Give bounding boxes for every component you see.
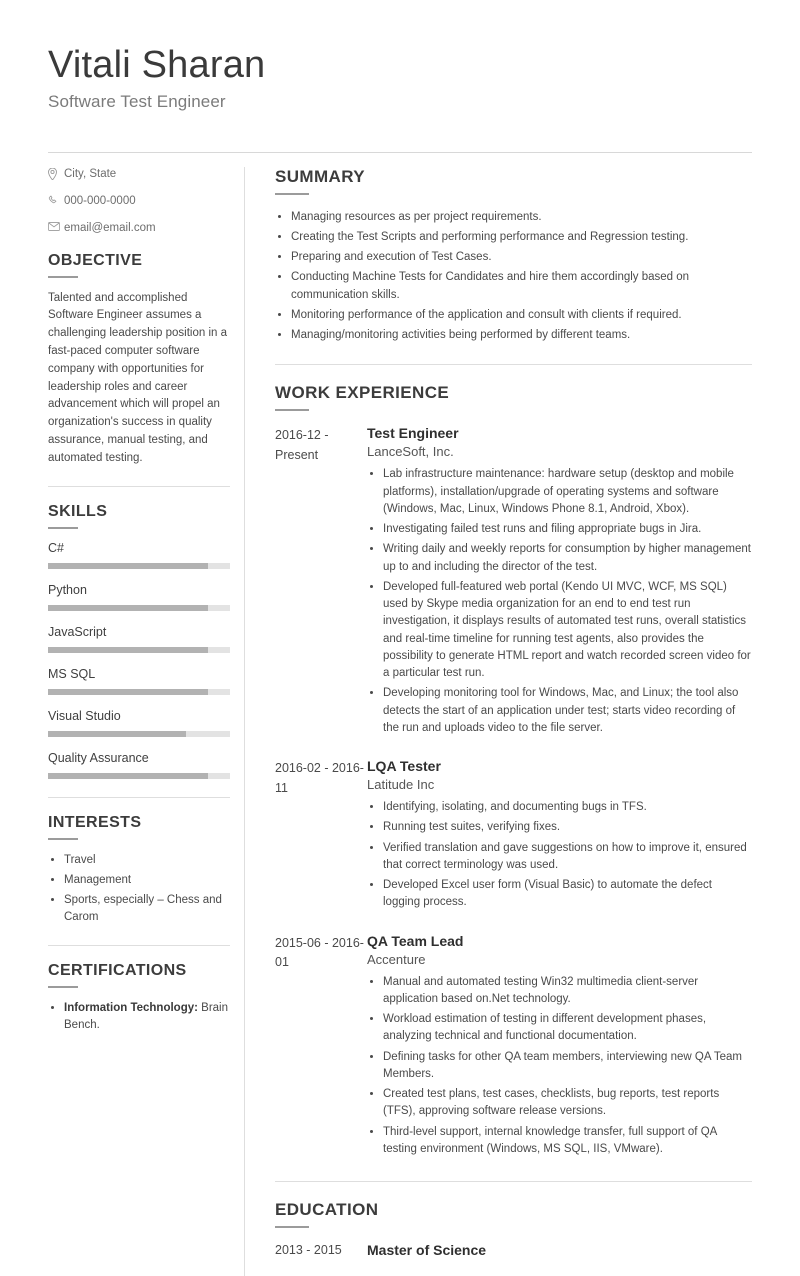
- skill-level-bar: [48, 689, 230, 695]
- work-experience-bullet: • Identifying, isolating, and documenting bugs in TFS.: [383, 799, 752, 816]
- interests-heading: INTERESTS: [48, 813, 142, 831]
- work-experience-bullet: • Developed full-featured web portal (Kendo UI MVC, WCF, MS SQL) used by Skype media organization for an end to end test run investigation, it displays results of automated test runs, overall statistics and real-time timeline for running test agents, also provides the possibility to generate HTML report and watch recorded screen video for a particular test run.: [383, 579, 752, 683]
- work-experience-body: [367, 758, 752, 915]
- resume-header: [48, 44, 752, 130]
- skills-heading-underline: [48, 527, 78, 529]
- skills-heading: SKILLS: [48, 502, 108, 520]
- skill-level-fill: [48, 731, 186, 737]
- interest-item: • Management: [64, 872, 230, 889]
- section-education: [275, 1200, 752, 1258]
- contact-location-text: City, State: [64, 167, 117, 180]
- left-divider-3: [48, 945, 230, 946]
- section-skills: [48, 503, 230, 779]
- work-experience-role: LQA Tester: [367, 758, 441, 775]
- section-certifications: [48, 962, 230, 1035]
- work-experience-bullet: • Developing monitoring tool for Windows, Mac, and Linux; the tool also detects the start of an application under test; starts video recording of the run and uploads video to the file server.: [383, 685, 752, 737]
- interests-heading-underline: [48, 838, 78, 840]
- skill-level-bar: [48, 563, 230, 569]
- skill-name: Visual Studio: [48, 708, 121, 723]
- work-experience-bullet: • Third-level support, internal knowledge transfer, full support of QA testing environment (Windows, MS SQL, IIS, VMware).: [383, 1124, 752, 1159]
- work-experience-role: Test Engineer: [367, 425, 459, 442]
- section-objective: [48, 252, 230, 468]
- contact-list: [48, 167, 230, 236]
- skill-level-bar: [48, 605, 230, 611]
- education-entry: [275, 1242, 752, 1258]
- work-experience-bullet: • Developed Excel user form (Visual Basic) to automate the defect logging process.: [383, 877, 752, 912]
- resume-columns: [48, 153, 752, 1276]
- skill-level-fill: [48, 647, 208, 653]
- skill-level-fill: [48, 689, 208, 695]
- work-experience-bullets: [367, 799, 752, 912]
- work-experience-date: 2015-06 - 2016-01: [275, 935, 364, 970]
- section-interests: [48, 814, 230, 927]
- work-experience-bullets: [367, 974, 752, 1159]
- right-divider-2: [275, 1181, 752, 1182]
- work-experience-bullet: • Workload estimation of testing in different development phases, analyzing technical and functional documentation.: [383, 1011, 752, 1046]
- skill-item: [48, 709, 230, 737]
- certifications-heading: CERTIFICATIONS: [48, 961, 187, 979]
- summary-list: [275, 209, 752, 345]
- work-experience-bullet: • Investigating failed test runs and filing appropriate bugs in Jira.: [383, 521, 752, 538]
- summary-heading: SUMMARY: [275, 166, 365, 186]
- skills-list: [48, 541, 230, 779]
- work-experience-bullet: • Running test suites, verifying fixes.: [383, 819, 752, 836]
- work-experience-body: [367, 933, 752, 1162]
- certifications-list: [48, 1000, 230, 1035]
- education-heading: EDUCATION: [275, 1200, 379, 1220]
- skill-item: [48, 541, 230, 569]
- skill-name: JavaScript: [48, 624, 107, 639]
- skill-item: [48, 751, 230, 779]
- work-experience-list: [275, 425, 752, 1161]
- summary-item: • Managing/monitoring activities being performed by different teams.: [291, 327, 752, 344]
- certification-text: Brain Bench.: [64, 1001, 228, 1031]
- work-experience-entry: [275, 758, 752, 915]
- contact-item-phone: [48, 194, 230, 209]
- education-date: 2013 - 2015: [275, 1243, 342, 1258]
- work-experience-bullet: • Created test plans, test cases, checklists, bug reports, test reports (TFS), approving software release versions.: [383, 1086, 752, 1121]
- interest-item: • Travel: [64, 852, 230, 869]
- skill-level-bar: [48, 773, 230, 779]
- summary-item: • Preparing and execution of Test Cases.: [291, 249, 752, 266]
- section-summary: [275, 167, 752, 345]
- right-column: [245, 153, 752, 1276]
- summary-item: • Conducting Machine Tests for Candidates and hire them accordingly based on communication skills.: [291, 269, 752, 304]
- skill-item: [48, 625, 230, 653]
- skill-level-fill: [48, 773, 208, 779]
- candidate-job-title: Software Test Engineer: [48, 91, 226, 111]
- skill-item: [48, 583, 230, 611]
- interests-list: [48, 852, 230, 927]
- skill-level-fill: [48, 605, 208, 611]
- contact-phone-text: 000-000-0000: [64, 194, 136, 207]
- summary-heading-underline: [275, 193, 309, 195]
- skill-name: Python: [48, 582, 87, 597]
- work-experience-date: 2016-12 - Present: [275, 428, 329, 462]
- certification-item: [64, 1000, 230, 1035]
- work-experience-entry: [275, 933, 752, 1162]
- skill-name: C#: [48, 540, 64, 555]
- work-experience-company: Accenture: [367, 951, 426, 967]
- skill-item: [48, 667, 230, 695]
- work-experience-entry: [275, 425, 752, 740]
- education-heading-underline: [275, 1226, 309, 1228]
- work-experience-bullet: • Manual and automated testing Win32 multimedia client-server application based on.Net technology.: [383, 974, 752, 1009]
- left-divider-2: [48, 797, 230, 798]
- education-degree: Master of Science: [367, 1242, 487, 1259]
- candidate-name: Vitali Sharan: [48, 44, 266, 86]
- work-experience-bullet: • Lab infrastructure maintenance: hardware setup (desktop and mobile platforms), installation/upgrade of operating systems and software (Windows, Mac, Linux, Windows Phone 8.1, Android, Xbox).: [383, 466, 752, 518]
- work-experience-body: [367, 425, 752, 740]
- objective-heading-underline: [48, 276, 78, 278]
- interest-item: • Sports, especially – Chess and Carom: [64, 892, 230, 927]
- objective-heading: OBJECTIVE: [48, 251, 143, 269]
- work-experience-role: QA Team Lead: [367, 932, 464, 949]
- skill-name: Quality Assurance: [48, 750, 149, 765]
- contact-item-email: [48, 221, 230, 236]
- summary-item: • Monitoring performance of the application and consult with clients if required.: [291, 307, 752, 324]
- education-body: [367, 1242, 752, 1258]
- skill-level-fill: [48, 563, 208, 569]
- summary-item: • Creating the Test Scripts and performing performance and Regression testing.: [291, 229, 752, 246]
- section-work-experience: [275, 383, 752, 1161]
- work-experience-date: 2016-02 - 2016-11: [275, 761, 364, 795]
- skill-level-bar: [48, 647, 230, 653]
- envelope-icon: [48, 221, 64, 231]
- work-experience-bullets: [367, 466, 752, 737]
- objective-text: Talented and accomplished Software Engineer assumes a challenging leadership position in a fast-paced computer software company with opportunities for leadership roles and career advancement which will propel an organization's success in quality assurance, manual testing, and automated testing.: [48, 291, 228, 464]
- left-divider-1: [48, 486, 230, 487]
- education-list: [275, 1242, 752, 1258]
- contact-email-text: email@email.com: [64, 221, 156, 234]
- work-experience-bullet: • Verified translation and gave suggestions on how to improve it, ensured that correct terminology was used.: [383, 840, 752, 875]
- work-experience-heading-underline: [275, 409, 309, 411]
- left-column: [48, 153, 244, 1037]
- skill-level-bar: [48, 731, 230, 737]
- work-experience-heading: WORK EXPERIENCE: [275, 383, 450, 403]
- phone-icon: [48, 194, 64, 206]
- contact-item-location: [48, 167, 230, 182]
- certification-label: Information Technology:: [64, 1001, 198, 1014]
- skill-name: MS SQL: [48, 666, 96, 681]
- work-experience-company: LanceSoft, Inc.: [367, 444, 454, 460]
- work-experience-company: Latitude Inc: [367, 777, 435, 793]
- right-divider-1: [275, 364, 752, 365]
- summary-item: • Managing resources as per project requirements.: [291, 209, 752, 226]
- certifications-heading-underline: [48, 986, 78, 988]
- work-experience-bullet: • Defining tasks for other QA team members, interviewing new QA Team Members.: [383, 1049, 752, 1084]
- location-pin-icon: [48, 167, 64, 180]
- work-experience-bullet: • Writing daily and weekly reports for consumption by higher management up to and including the director of the test.: [383, 541, 752, 576]
